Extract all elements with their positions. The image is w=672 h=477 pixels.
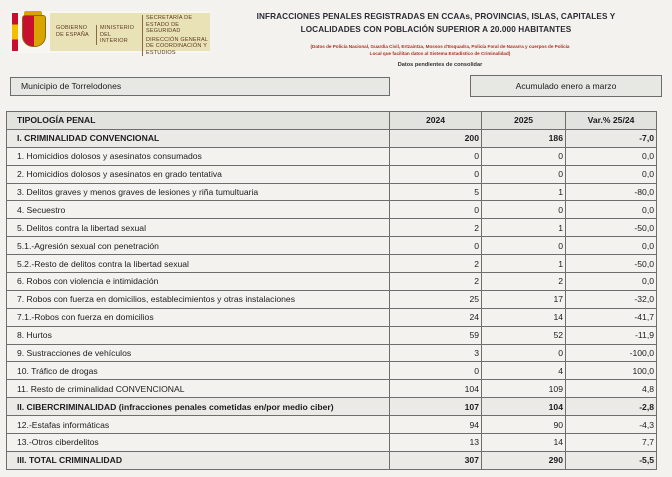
value-variation: -80,0 [566,183,657,201]
value-variation: -4,3 [566,416,657,434]
value-2024: 104 [390,380,482,398]
value-2025: 186 [482,129,566,147]
table-row [7,326,657,344]
table-row [7,380,657,398]
table-body [7,129,657,469]
sources-line-1: (Datos de Policía Nacional, Guardia Civil, Ertzaintza, Mossos d'Esquadra, Policía Foral de Navarra y cuerpos de Policía [310,44,570,49]
row-label: 2. Homicidios dolosos y asesinatos en grado tentativa [7,165,390,183]
value-2024: 0 [390,147,482,165]
table-row [7,451,657,469]
value-variation: -7,0 [566,129,657,147]
value-variation: 100,0 [566,362,657,380]
table-row [7,219,657,237]
value-2024: 5 [390,183,482,201]
value-2024: 2 [390,219,482,237]
value-variation: 0,0 [566,237,657,255]
value-2024: 94 [390,416,482,434]
spain-flag-icon [12,13,18,51]
value-2025: 4 [482,362,566,380]
coat-of-arms-icon [22,15,46,47]
row-label: 6. Robos con violencia e intimidación [7,273,390,291]
table-row [7,183,657,201]
value-2024: 107 [390,398,482,416]
value-2024: 3 [390,344,482,362]
header-2025: 2025 [482,112,566,130]
value-2024: 0 [390,165,482,183]
gov-name: GOBIERNO DE ESPAÑA [56,25,89,38]
value-2025: 109 [482,380,566,398]
data-sources-note [250,44,630,57]
value-2025: 0 [482,237,566,255]
row-label: 13.-Otros ciberdelitos [7,434,390,452]
table-row [7,165,657,183]
sources-line-2: Local que facilitan datos al Sistema Estadístico de Criminalidad) [369,50,511,56]
document-header [0,0,672,74]
crime-table [6,111,657,470]
value-2025: 52 [482,326,566,344]
row-label: 7. Robos con fuerza en domicilios, establecimientos y otras instalaciones [7,290,390,308]
value-2025: 104 [482,398,566,416]
row-label: 12.-Estafas informáticas [7,416,390,434]
value-2024: 24 [390,308,482,326]
table-row [7,434,657,452]
value-variation: 0,0 [566,147,657,165]
value-2024: 0 [390,362,482,380]
period-box: Acumulado enero a marzo [470,75,662,97]
value-variation: -41,7 [566,308,657,326]
value-variation: -32,0 [566,290,657,308]
row-label: 1. Homicidios dolosos y asesinatos consumados [7,147,390,165]
value-2025: 1 [482,255,566,273]
table-row [7,398,657,416]
row-label: 5.1.-Agresión sexual con penetración [7,237,390,255]
row-label: III. TOTAL CRIMINALIDAD [7,451,390,469]
value-variation: -2,8 [566,398,657,416]
table-row [7,362,657,380]
table-row [7,237,657,255]
value-2025: 14 [482,434,566,452]
value-variation: -50,0 [566,255,657,273]
header-2024: 2024 [390,112,482,130]
value-2024: 0 [390,237,482,255]
table-header-row [7,112,657,130]
value-2025: 2 [482,273,566,291]
directorate-line: DIRECCIÓN GENERAL DE COORDINACIÓN Y ESTUDIOS [146,36,208,56]
value-2024: 307 [390,451,482,469]
title-line-1: INFRACCIONES PENALES REGISTRADAS EN CCAAs, PROVINCIAS, ISLAS, CAPITALES Y [256,12,616,21]
table-row [7,255,657,273]
value-2024: 59 [390,326,482,344]
table-row [7,344,657,362]
header-variation: Var.% 25/24 [566,112,657,130]
table-row [7,201,657,219]
value-variation: 0,0 [566,273,657,291]
value-2025: 290 [482,451,566,469]
value-2025: 90 [482,416,566,434]
value-2025: 0 [482,165,566,183]
value-variation: 4,8 [566,380,657,398]
value-2025: 14 [482,308,566,326]
municipality-label: Municipio de Torrelodones [21,81,122,91]
value-variation: 0,0 [566,201,657,219]
row-label: 7.1.-Robos con fuerza en domicilios [7,308,390,326]
value-2024: 2 [390,273,482,291]
row-label: I. CRIMINALIDAD CONVENCIONAL [7,129,390,147]
table-row [7,273,657,291]
row-label: 9. Sustracciones de vehículos [7,344,390,362]
pending-note: Datos pendientes de consolidar [397,62,483,68]
value-2025: 0 [482,201,566,219]
value-2025: 17 [482,290,566,308]
ministry-name: MINISTERIO DEL INTERIOR [96,25,140,45]
value-variation: 0,0 [566,165,657,183]
secretariat-line: SECRETARÍA DE ESTADO DE SEGURIDAD [146,15,193,34]
ministry-block [50,13,210,56]
row-label: II. CIBERCRIMINALIDAD (infracciones penales cometidas en/por medio ciber) [7,398,390,416]
page-title [236,10,636,36]
value-2024: 200 [390,129,482,147]
value-2025: 1 [482,183,566,201]
value-2025: 0 [482,344,566,362]
value-variation: 7,7 [566,434,657,452]
table-row [7,416,657,434]
municipality-box [10,77,390,96]
value-2024: 13 [390,434,482,452]
value-variation: -11,9 [566,326,657,344]
header-typology: TIPOLOGÍA PENAL [7,112,390,130]
value-2025: 1 [482,219,566,237]
table-row [7,308,657,326]
government-logo [10,11,210,56]
row-label: 3. Delitos graves y menos graves de lesiones y riña tumultuaria [7,183,390,201]
row-label: 8. Hurtos [7,326,390,344]
title-line-2: LOCALIDADES CON POBLACIÓN SUPERIOR A 20.000 HABITANTES [300,25,572,34]
table-row [7,147,657,165]
table-row [7,290,657,308]
row-label: 4. Secuestro [7,201,390,219]
row-label: 5.2.-Resto de delitos contra la libertad sexual [7,255,390,273]
crime-table-container [6,111,666,477]
secretariat-name [142,15,212,56]
row-label: 5. Delitos contra la libertad sexual [7,219,390,237]
value-variation: -100,0 [566,344,657,362]
row-label: 10. Tráfico de drogas [7,362,390,380]
value-2024: 2 [390,255,482,273]
value-variation: -50,0 [566,219,657,237]
value-2024: 25 [390,290,482,308]
table-row [7,129,657,147]
value-2024: 0 [390,201,482,219]
value-variation: -5,5 [566,451,657,469]
value-2025: 0 [482,147,566,165]
row-label: 11. Resto de criminalidad CONVENCIONAL [7,380,390,398]
